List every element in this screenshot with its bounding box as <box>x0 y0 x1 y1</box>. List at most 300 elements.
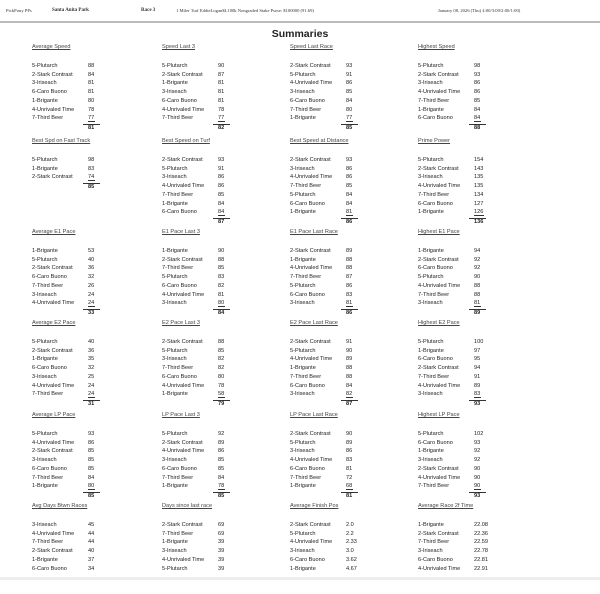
list-item <box>418 475 546 484</box>
horse-value: 2.0 <box>346 522 354 528</box>
list-item <box>162 522 290 531</box>
horse-name: 7-Third Beer <box>162 530 194 537</box>
list-item <box>418 89 546 98</box>
section-title: Average E1 Pace <box>32 229 76 235</box>
list-item <box>32 115 160 124</box>
horse-name: 3-Iriseach <box>418 391 443 398</box>
list-item <box>32 98 160 107</box>
horse-name: 5-Plutarch <box>162 565 188 572</box>
list-item <box>32 89 160 98</box>
section-title: Highest E1 Pace <box>418 229 460 235</box>
horse-name: 3-Iriseach <box>162 457 187 464</box>
horse-name: 6-Caro Buono <box>418 439 453 446</box>
horse-value: 24 <box>88 391 95 398</box>
horse-name: 3-Iriseach <box>290 165 315 172</box>
list-item <box>32 483 160 492</box>
horse-value: 26 <box>88 282 95 289</box>
horse-name: 4-Unrivaled Time <box>32 382 75 389</box>
summary-section <box>418 412 546 503</box>
horse-name: 1-Brigante <box>290 365 316 372</box>
horse-value: 77 <box>346 115 353 122</box>
list-item <box>290 183 418 192</box>
horse-name: 4-Unrivaled Time <box>162 106 205 113</box>
list-item <box>418 374 546 383</box>
horse-value: 81 <box>218 89 225 96</box>
horse-name: 3-Iriseach <box>290 448 315 455</box>
list-item <box>290 274 418 283</box>
horse-value: 90 <box>474 474 481 481</box>
horse-value: 36 <box>88 347 95 354</box>
summary-section <box>162 138 290 229</box>
list-item <box>290 466 418 475</box>
list-item <box>32 157 160 166</box>
horse-name: 2-Stark Contrast <box>290 431 331 437</box>
horse-value: 90 <box>218 248 225 254</box>
list-item <box>162 80 290 89</box>
horse-value: 90 <box>346 431 353 437</box>
list-item <box>290 448 418 457</box>
horse-name: 4-Unrivaled Time <box>32 106 75 113</box>
horse-value: 85 <box>88 448 95 455</box>
horse-name: 4-Unrivaled Time <box>290 80 333 87</box>
horse-name: 2-Stark Contrast <box>290 248 331 254</box>
section-average: 79 <box>218 400 225 407</box>
list-item <box>32 539 160 548</box>
horse-name: 2-Stark Contrast <box>418 71 459 78</box>
list-item <box>418 457 546 466</box>
list-item <box>290 566 418 575</box>
horse-value: 40 <box>88 339 95 345</box>
horse-value: 78 <box>218 106 225 113</box>
list-item <box>162 192 290 201</box>
horse-value: 84 <box>346 97 353 104</box>
list-item <box>32 374 160 383</box>
list-item <box>162 365 290 374</box>
list-item <box>162 374 290 383</box>
horse-name: 7-Third Beer <box>290 373 322 380</box>
section-average: 86 <box>346 309 353 316</box>
list-item <box>290 63 418 72</box>
horse-name: 2-Stark Contrast <box>162 439 203 446</box>
horse-value: 85 <box>218 465 225 472</box>
list-item <box>162 466 290 475</box>
list-item <box>162 440 290 449</box>
section-title: Best Speed on Turf <box>162 138 210 144</box>
list-item <box>418 539 546 548</box>
list-item <box>418 257 546 266</box>
horse-name: 2-Stark Contrast <box>162 71 203 78</box>
list-item <box>162 475 290 484</box>
list-item <box>418 292 546 301</box>
list-item <box>290 300 418 309</box>
horse-name: 7-Third Beer <box>290 106 322 113</box>
horse-name: 1-Brigante <box>162 80 188 87</box>
horse-name: 2-Stark Contrast <box>290 157 331 163</box>
section-average: 87 <box>218 218 225 225</box>
list-item <box>162 531 290 540</box>
horse-name: 7-Third Beer <box>418 373 450 380</box>
horse-value: 91 <box>346 339 353 345</box>
horse-value: 82 <box>218 282 225 289</box>
horse-value: 80 <box>218 373 225 380</box>
horse-value: 88 <box>218 256 225 263</box>
list-item <box>32 383 160 392</box>
section-title: E1 Pace Last 3 <box>162 229 200 235</box>
list-item <box>32 431 160 440</box>
horse-value: 24 <box>88 382 95 389</box>
horse-name: 4-Unrivaled Time <box>32 530 75 537</box>
horse-name: 3-Iriseach <box>418 457 443 464</box>
list-item <box>162 89 290 98</box>
horse-name: 2-Stark Contrast <box>32 174 73 181</box>
horse-value: 143 <box>474 165 484 172</box>
horse-name: 6-Caro Buono <box>162 97 197 104</box>
horse-value: 77 <box>88 115 95 122</box>
horse-name: 6-Caro Buono <box>162 373 197 380</box>
horse-value: 85 <box>218 265 225 272</box>
horse-value: 127 <box>474 200 484 207</box>
horse-value: 85 <box>346 183 353 190</box>
list-item <box>162 457 290 466</box>
list-item <box>418 448 546 457</box>
horse-name: 6-Caro Buono <box>418 265 453 272</box>
horse-name: 5-Plutarch <box>162 165 188 172</box>
horse-value: 2.2 <box>346 530 354 537</box>
horse-value: 126 <box>474 209 484 216</box>
list-item <box>162 107 290 116</box>
list-item <box>32 531 160 540</box>
horse-name: 1-Brigante <box>162 248 188 254</box>
summary-section <box>162 503 290 594</box>
horse-value: 135 <box>474 183 484 190</box>
horse-value: 22.78 <box>474 548 488 555</box>
horse-value: 84 <box>88 474 95 481</box>
horse-value: 83 <box>474 391 481 398</box>
section-average: 87 <box>346 400 353 407</box>
horse-name: 3-Iriseach <box>32 373 57 380</box>
horse-name: 7-Third Beer <box>418 539 450 546</box>
horse-value: 86 <box>346 165 353 172</box>
summary-section <box>162 320 290 411</box>
list-item <box>290 391 418 400</box>
list-item <box>290 107 418 116</box>
list-item <box>162 292 290 301</box>
list-item <box>418 166 546 175</box>
list-item <box>290 72 418 81</box>
horse-name: 6-Caro Buono <box>32 274 67 281</box>
list-item <box>162 72 290 81</box>
horse-value: 82 <box>218 356 225 363</box>
horse-value: 88 <box>346 256 353 263</box>
horse-name: 5-Plutarch <box>418 339 444 345</box>
horse-name: 7-Third Beer <box>32 115 64 122</box>
horse-name: 4-Unrivaled Time <box>32 300 75 307</box>
race-conditions: 1 Miler Turf EddieLogan$L100k Nongraded Stake Purse: $100000 (91.69) <box>176 8 314 13</box>
horse-value: 2.33 <box>346 539 357 546</box>
horse-value: 94 <box>474 248 481 254</box>
header-divider <box>0 21 600 23</box>
horse-name: 2-Stark Contrast <box>418 530 459 537</box>
horse-value: 58 <box>218 391 225 398</box>
horse-name: 4-Unrivaled Time <box>162 291 205 298</box>
horse-name: 1-Brigante <box>418 248 444 254</box>
horse-name: 4-Unrivaled Time <box>290 174 333 181</box>
list-item <box>32 257 160 266</box>
horse-value: 69 <box>218 522 225 528</box>
track-name: Santa Anita Park <box>52 8 89 13</box>
horse-value: 93 <box>346 157 353 163</box>
list-item <box>418 283 546 292</box>
horse-value: 89 <box>346 356 353 363</box>
horse-name: 1-Brigante <box>418 106 444 113</box>
horse-name: 5-Plutarch <box>418 274 444 281</box>
horse-value: 84 <box>88 71 95 78</box>
list-item <box>418 274 546 283</box>
list-item <box>418 248 546 257</box>
horse-name: 6-Caro Buono <box>290 465 325 472</box>
horse-value: 24 <box>88 291 95 298</box>
horse-name: 7-Third Beer <box>290 474 322 481</box>
list-item <box>418 557 546 566</box>
horse-name: 5-Plutarch <box>418 431 444 437</box>
horse-value: 34 <box>88 565 95 572</box>
horse-name: 5-Plutarch <box>290 530 316 537</box>
horse-name: 5-Plutarch <box>32 431 58 437</box>
page-header <box>0 0 600 21</box>
horse-name: 4-Unrivaled Time <box>290 457 333 464</box>
horse-name: 6-Caro Buono <box>32 365 67 372</box>
horse-name: 3-Iriseach <box>418 80 443 87</box>
horse-value: 91 <box>218 165 225 172</box>
list-item <box>418 174 546 183</box>
horse-name: 1-Brigante <box>418 347 444 354</box>
horse-name: 5-Plutarch <box>418 63 444 69</box>
list-item <box>32 80 160 89</box>
horse-value: 85 <box>88 457 95 464</box>
horse-name: 1-Brigante <box>290 483 316 490</box>
summary-section <box>32 412 160 503</box>
list-item <box>32 283 160 292</box>
list-item <box>418 339 546 348</box>
horse-name: 5-Plutarch <box>32 157 58 163</box>
horse-name: 1-Brigante <box>32 556 58 563</box>
horse-name: 5-Plutarch <box>290 439 316 446</box>
list-item <box>32 448 160 457</box>
horse-value: 25 <box>88 373 95 380</box>
horse-name: 2-Stark Contrast <box>162 157 203 163</box>
horse-name: 7-Third Beer <box>418 191 450 198</box>
horse-name: 2-Stark Contrast <box>162 256 203 263</box>
horse-name: 4-Unrivaled Time <box>418 382 461 389</box>
horse-name: 5-Plutarch <box>418 157 444 163</box>
list-item <box>418 201 546 210</box>
horse-name: 5-Plutarch <box>162 63 188 69</box>
list-item <box>162 348 290 357</box>
horse-name: 4-Unrivaled Time <box>162 448 205 455</box>
list-item <box>162 201 290 210</box>
horse-value: 102 <box>474 431 484 437</box>
horse-value: 86 <box>218 448 225 455</box>
list-item <box>418 157 546 166</box>
list-item <box>290 374 418 383</box>
horse-value: 88 <box>346 365 353 372</box>
horse-value: 81 <box>346 465 353 472</box>
horse-value: 86 <box>346 282 353 289</box>
horse-value: 81 <box>346 300 353 307</box>
list-item <box>290 209 418 218</box>
list-item <box>290 89 418 98</box>
race-date: January 08, 2026 (Thu) 4:00/3:00/2:00/1:00) <box>438 8 521 13</box>
horse-value: 83 <box>218 274 225 281</box>
horse-name: 2-Stark Contrast <box>162 522 203 528</box>
list-item <box>290 248 418 257</box>
list-item <box>162 391 290 400</box>
app-name: PickPony PPs <box>6 8 32 13</box>
list-item <box>418 531 546 540</box>
summary-section <box>418 44 546 135</box>
horse-value: 72 <box>346 474 353 481</box>
horse-name: 3-Iriseach <box>290 300 315 307</box>
list-item <box>418 348 546 357</box>
list-item <box>32 557 160 566</box>
list-item <box>162 248 290 257</box>
list-item <box>290 166 418 175</box>
section-average: 136 <box>474 218 484 225</box>
horse-value: 92 <box>474 457 481 464</box>
list-item <box>290 440 418 449</box>
list-item <box>418 391 546 400</box>
summary-section <box>32 44 160 135</box>
horse-name: 4-Unrivaled Time <box>32 439 75 446</box>
horse-value: 83 <box>346 291 353 298</box>
section-title: LP Pace Last 3 <box>162 412 200 418</box>
section-title: Average Finish Pos <box>290 503 339 509</box>
list-item <box>418 466 546 475</box>
horse-name: 6-Caro Buono <box>418 200 453 207</box>
horse-name: 5-Plutarch <box>162 431 188 437</box>
section-average: 85 <box>88 184 95 191</box>
list-item <box>290 557 418 566</box>
horse-name: 3-Iriseach <box>32 457 57 464</box>
list-item <box>162 63 290 72</box>
list-item <box>290 348 418 357</box>
horse-value: 87 <box>346 274 353 281</box>
horse-name: 6-Caro Buono <box>418 356 453 363</box>
summary-section <box>418 503 546 594</box>
section-average: 82 <box>218 124 225 131</box>
horse-value: 90 <box>474 274 481 281</box>
list-item <box>418 72 546 81</box>
list-item <box>290 283 418 292</box>
list-item <box>162 356 290 365</box>
list-item <box>418 107 546 116</box>
list-item <box>32 365 160 374</box>
section-title: Days since last race <box>162 503 213 509</box>
horse-name: 6-Caro Buono <box>162 209 197 216</box>
horse-value: 88 <box>474 282 481 289</box>
horse-name: 1-Brigante <box>290 565 316 572</box>
horse-value: 78 <box>218 382 225 389</box>
list-item <box>32 522 160 531</box>
horse-name: 4-Unrivaled Time <box>290 539 333 546</box>
horse-name: 6-Caro Buono <box>418 556 453 563</box>
horse-value: 3.0 <box>346 548 354 555</box>
horse-value: 86 <box>346 80 353 87</box>
horse-value: 85 <box>474 97 481 104</box>
list-item <box>162 383 290 392</box>
horse-value: 91 <box>346 71 353 78</box>
list-item <box>290 115 418 124</box>
horse-name: 1-Brigante <box>32 483 58 490</box>
section-average: 93 <box>474 400 481 407</box>
horse-name: 6-Caro Buono <box>290 97 325 104</box>
horse-value: 80 <box>218 300 225 307</box>
horse-value: 32 <box>88 365 95 372</box>
summary-section <box>290 503 418 594</box>
section-average: 88 <box>474 124 481 131</box>
list-item <box>290 98 418 107</box>
horse-value: 93 <box>88 431 95 437</box>
list-item <box>32 339 160 348</box>
horse-value: 92 <box>474 448 481 455</box>
horse-value: 78 <box>88 106 95 113</box>
horse-value: 53 <box>88 248 95 254</box>
section-title: Best Spd on Fast Track <box>32 138 91 144</box>
horse-value: 95 <box>474 356 481 363</box>
horse-value: 87 <box>218 71 225 78</box>
horse-value: 89 <box>218 439 225 446</box>
horse-value: 22.91 <box>474 565 488 572</box>
list-item <box>162 166 290 175</box>
horse-value: 98 <box>474 63 481 69</box>
section-average: 81 <box>346 492 353 499</box>
horse-name: 5-Plutarch <box>290 191 316 198</box>
horse-name: 1-Brigante <box>418 522 444 528</box>
list-item <box>162 265 290 274</box>
horse-name: 6-Caro Buono <box>162 465 197 472</box>
list-item <box>418 483 546 492</box>
horse-value: 86 <box>218 183 225 190</box>
list-item <box>162 183 290 192</box>
list-item <box>162 548 290 557</box>
horse-value: 4.67 <box>346 565 357 572</box>
section-title: Best Speed at Distance <box>290 138 349 144</box>
horse-name: 4-Unrivaled Time <box>418 474 461 481</box>
horse-value: 93 <box>346 63 353 69</box>
section-title: Average E2 Pace <box>32 320 76 326</box>
list-item <box>290 265 418 274</box>
list-item <box>418 522 546 531</box>
list-item <box>162 539 290 548</box>
horse-name: 6-Caro Buono <box>162 282 197 289</box>
horse-value: 88 <box>474 291 481 298</box>
horse-name: 6-Caro Buono <box>418 115 453 122</box>
horse-value: 86 <box>218 174 225 181</box>
section-average: 33 <box>88 309 95 316</box>
horse-value: 85 <box>218 347 225 354</box>
summary-section <box>32 229 160 320</box>
horse-value: 134 <box>474 191 484 198</box>
horse-name: 4-Unrivaled Time <box>418 183 461 190</box>
list-item <box>290 383 418 392</box>
horse-name: 7-Third Beer <box>162 474 194 481</box>
horse-value: 40 <box>88 548 95 555</box>
section-average: 85 <box>218 492 225 499</box>
summary-section <box>32 503 160 594</box>
horse-value: 90 <box>218 63 225 69</box>
horse-name: 5-Plutarch <box>290 347 316 354</box>
horse-name: 4-Unrivaled Time <box>162 183 205 190</box>
